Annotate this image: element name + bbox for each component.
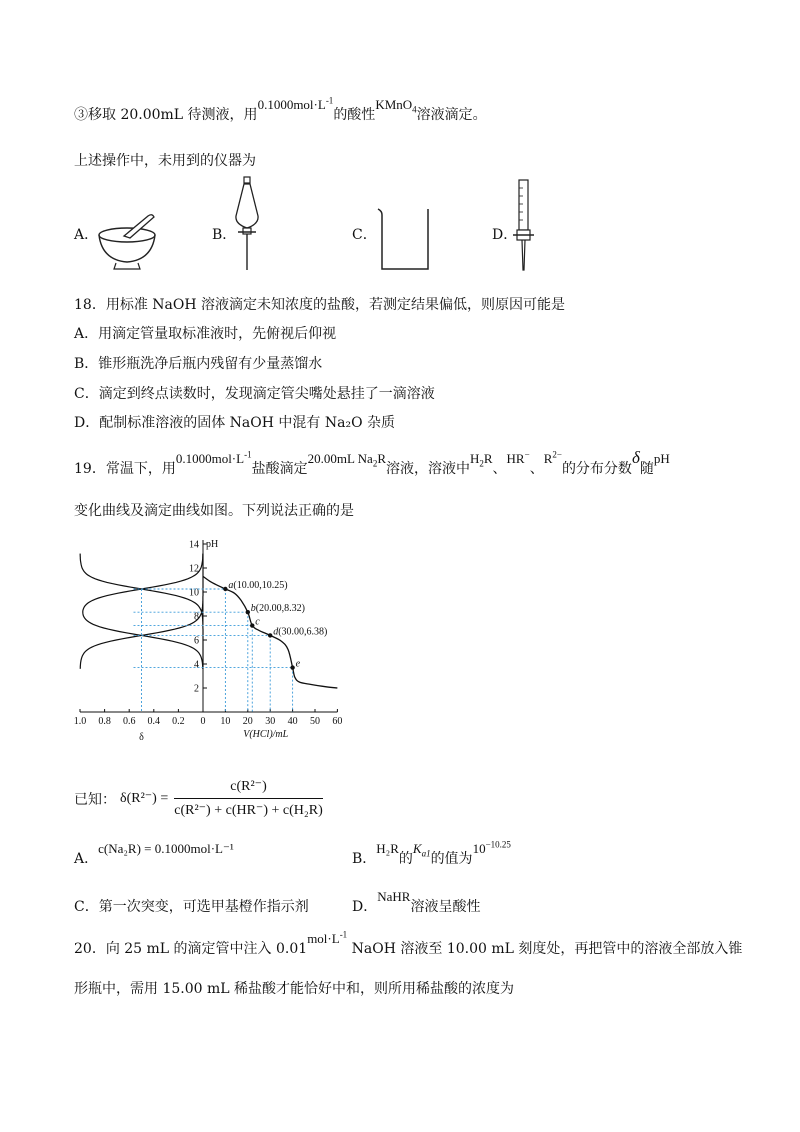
y-tick-label: 10 <box>189 587 199 599</box>
separatory-funnel-icon <box>232 176 262 274</box>
x-right-tick-label: 40 <box>287 716 298 727</box>
x-left-axis-label: δ <box>139 732 144 743</box>
x-right-tick-label: 20 <box>242 716 253 727</box>
q18-option-c: C．滴定到终点读数时，发现滴定管尖嘴处悬挂了一滴溶液 <box>74 386 435 402</box>
point-c <box>250 623 254 627</box>
q19-option-b-label: B． <box>352 851 377 867</box>
x-left-tick-label: 0.8 <box>98 716 111 727</box>
beaker-icon <box>374 205 434 273</box>
q19-ph: pH <box>653 451 670 466</box>
q17-option-c-label: C． <box>352 227 377 243</box>
q19-option-b-mid: 的 <box>398 851 413 867</box>
q18-stem: 18．用标准 NaOH 溶液滴定未知浓度的盐酸，若测定结果偏低，则原因可能是 <box>74 297 565 313</box>
titration-distribution-chart <box>70 522 360 747</box>
y-tick-label: 14 <box>189 539 199 551</box>
point-a <box>223 587 227 591</box>
y-axis-label: pH <box>206 539 219 550</box>
point-e <box>290 665 294 669</box>
q20-line1 <box>74 929 743 958</box>
x-right-tick-label: 10 <box>220 716 231 727</box>
q17-prompt: 上述操作中，未用到的仪器为 <box>74 153 256 169</box>
q17-option-d-label: D． <box>492 227 518 243</box>
q19-known <box>74 778 323 819</box>
x-right-tick-label: 0 <box>200 716 206 727</box>
q19-option-b <box>352 839 511 869</box>
burette-icon <box>512 178 536 274</box>
x-left-tick-label: 1.0 <box>73 716 87 727</box>
x-left-tick-label: 0.4 <box>147 716 161 727</box>
q18-option-a: A．用滴定管量取标准液时，先俯视后仰视 <box>74 326 337 342</box>
point-label-e: e <box>295 658 301 670</box>
formula-numerator: c(R²⁻) <box>174 778 323 799</box>
q19-delta: δ <box>631 448 640 467</box>
step3-reagent: KMnO$_4$ <box>375 97 417 115</box>
formula-lhs: δ(R²⁻) = <box>120 791 169 806</box>
q19-t1: 盐酸滴定 <box>251 461 308 477</box>
q19-sep-1: 、 <box>492 461 507 477</box>
q19-option-b-value: $10^{-10.25}$ <box>472 839 511 856</box>
point-label-a: a(10.00,10.25) <box>228 580 288 591</box>
q19-species-h2r: $H_2R$ <box>469 451 493 469</box>
mortar-pestle-icon <box>94 208 160 272</box>
distribution-curve-h2r <box>80 554 203 669</box>
x-left-tick-label: 0.2 <box>172 716 185 727</box>
distribution-curve-r2 <box>80 554 203 669</box>
q20-line2: 形瓶中，需用 15.00 mL 稀盐酸才能恰好中和，则所用稀盐酸的浓度为 <box>74 981 515 997</box>
x-right-axis-label: V(HCl)/mL <box>243 729 289 740</box>
q19-known-label: 已知： <box>74 791 116 808</box>
y-tick-label: 2 <box>194 683 199 695</box>
step3-conc: $0.1000mol\cdot L^{-1}$ <box>257 95 334 112</box>
point-b <box>246 610 250 614</box>
q19-stem-line1 <box>74 448 670 479</box>
step3-prefix: ③移取 20.00mL 待测液，用 <box>74 107 258 123</box>
q19-sep-2: 、 <box>529 461 544 477</box>
q19-vol: 20.00mL $Na_2R$ <box>307 451 386 469</box>
distribution-curve-hr <box>83 554 203 669</box>
q17-option-b-label: B． <box>212 227 237 243</box>
q19-t4: 随 <box>639 461 654 477</box>
q19-option-d-species: NaHR <box>377 889 411 904</box>
q19-num: 19．常温下，用 <box>74 461 176 477</box>
q19-option-d-text: 溶液呈酸性 <box>410 899 481 915</box>
q20-unit: $mol\cdot L^{-1}$ <box>307 929 348 946</box>
q19-option-a <box>74 841 234 868</box>
q19-stem-line2: 变化曲线及滴定曲线如图。下列说法正确的是 <box>74 503 354 519</box>
q19-option-b-ka: $K_{a1}$ <box>412 841 431 859</box>
q19-option-b-species: H₂R <box>376 841 399 856</box>
point-d <box>268 633 272 637</box>
point-label-c: c <box>255 616 260 628</box>
q19-option-a-label: A． <box>74 851 99 867</box>
y-tick-label: 8 <box>194 611 199 623</box>
q19-t2: 溶液，溶液中 <box>385 461 470 477</box>
q19-option-a-text: c(Na₂R) = 0.1000mol·L⁻¹ <box>98 841 234 856</box>
y-tick-label: 6 <box>194 635 199 647</box>
y-tick-label: 4 <box>194 659 199 671</box>
q18-option-d: D．配制标准溶液的固体 NaOH 中混有 Na₂O 杂质 <box>74 415 395 431</box>
q19-species-hr: HR− <box>506 449 530 466</box>
x-right-tick-label: 30 <box>265 716 276 727</box>
q19-option-b-mid2: 的值为 <box>430 851 473 867</box>
point-label-d: d(30.00,6.38) <box>273 626 328 638</box>
x-right-tick-label: 60 <box>332 716 343 727</box>
point-label-b: b(20.00,8.32) <box>250 603 305 615</box>
q19-species-r: $R^{2-}$ <box>543 449 562 466</box>
y-tick-label: 12 <box>189 563 199 575</box>
q20-rest: NaOH 溶液至 10.00 mL 刻度处，再把管中的溶液全部放入锥 <box>347 941 743 957</box>
x-left-tick-label: 0.6 <box>122 716 136 727</box>
q19-option-c: C．第一次突变，可选甲基橙作指示剂 <box>74 899 309 915</box>
formula-denominator: c(R²⁻) + c(HR⁻) + c(H₂R) <box>174 803 323 818</box>
q17-option-a-label: A． <box>74 227 99 243</box>
x-right-tick-label: 50 <box>310 716 320 727</box>
q20-num: 20．向 25 mL 的滴定管中注入 0.01 <box>74 941 308 957</box>
q19-t3: 的分布分数 <box>561 461 632 477</box>
q19-conc: $0.1000mol\cdot L^{-1}$ <box>175 449 252 466</box>
q19-option-d <box>352 889 481 916</box>
step3-mid: 的酸性 <box>333 107 376 123</box>
formula-fraction <box>174 778 323 819</box>
step3-line <box>74 95 487 125</box>
q19-option-d-label: D． <box>352 899 378 915</box>
step3-suffix: 溶液滴定。 <box>416 107 487 123</box>
q18-option-b: B．锥形瓶洗净后瓶内残留有少量蒸馏水 <box>74 356 323 372</box>
